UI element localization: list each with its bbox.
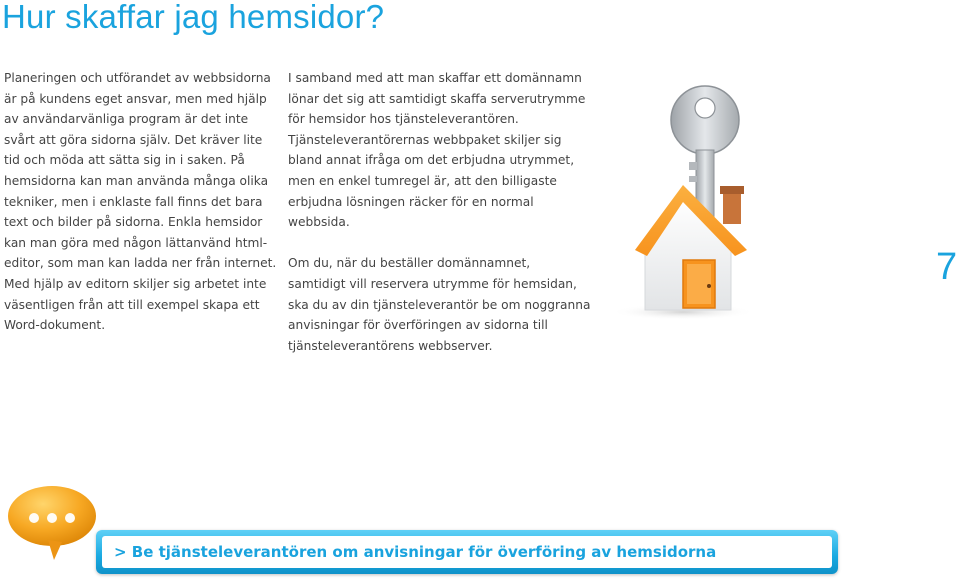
right-text-line: för hemsidor hos tjänsteleverantören. (288, 112, 519, 127)
left-text-line: tid och möda att sätta sig in i saken. På (4, 153, 245, 168)
bubble-dot (47, 513, 57, 523)
bubble-dot (65, 513, 75, 523)
chimney-top (720, 186, 744, 194)
page-title: Hur skaffar jag hemsidor? (2, 0, 385, 35)
left-text-line: text och bilder på sidorna. Enkla hemsidor (4, 215, 263, 230)
house-key-icon (605, 80, 775, 325)
speech-bubble-icon (4, 482, 104, 562)
bubble-tail (48, 540, 62, 560)
right-text-line: samtidigt vill reservera utrymme för hemsidan, (288, 276, 577, 291)
paragraph-gap (288, 233, 578, 254)
left-text-line: hemsidorna kan man använda många olika (4, 173, 269, 188)
right-text-line: webbsida. (288, 215, 350, 230)
right-text-column (288, 68, 591, 356)
right-text-line: tjänsteleverantörens webbserver. (288, 338, 493, 353)
left-text-line: tekniker, men i enklaste fall finns det bara (4, 194, 263, 209)
left-text-line: väsentligen från att till exempel skapa ett (4, 297, 260, 312)
door-knob (707, 284, 711, 288)
left-text-line: Med hjälp av editorn skiljer sig arbetet inte (4, 276, 267, 291)
right-text-line: erbjudna lösningen räcker för en normal (288, 194, 534, 209)
right-text-line: lönar det sig att samtidigt skaffa serverutrymme (288, 91, 586, 106)
chimney (723, 190, 741, 224)
key-hole (695, 98, 715, 118)
left-text-line: kan man göra med någon lättanvänd html- (4, 235, 268, 250)
left-text-line: svårt att göra sidorna själv. Det kräver lite (4, 132, 263, 147)
tip-banner-text: > Be tjänsteleverantören om anvisningar för överföring av hemsidorna (114, 543, 717, 561)
right-text-line: Tjänsteleverantörernas webbpaket skiljer sig (288, 132, 562, 147)
right-text-line: I samband med att man skaffar ett domännamn (288, 71, 582, 85)
key-tooth (689, 162, 697, 170)
left-text-column (4, 68, 277, 336)
right-text-line: ska du av din tjänsteleverantör be om noggranna (288, 297, 591, 312)
key-head (671, 86, 739, 154)
left-text-line: av användarvänliga program är det inte (4, 112, 249, 127)
key-tooth (689, 176, 697, 182)
left-text-line: är på kundens eget ansvar, men med hjälp (4, 91, 267, 106)
left-text-line: Word-dokument. (4, 318, 106, 333)
left-text-line: editor, som man kan ladda ner från internet. (4, 256, 277, 271)
right-text-line: men en enkel tumregel är, att den billigaste (288, 173, 557, 188)
tip-banner (96, 530, 838, 574)
right-text-line: bland annat ifråga om det erbjudna utrymmet, (288, 153, 575, 168)
page-number: 7 (936, 246, 958, 288)
right-text-line: Om du, när du beställer domännamnet, (288, 256, 531, 271)
right-text-line: anvisningar för överföringen av sidorna till (288, 318, 548, 333)
left-text-line: Planeringen och utförandet av webbsidorna (4, 71, 271, 85)
door-panel (687, 264, 711, 304)
bubble-dot (29, 513, 39, 523)
